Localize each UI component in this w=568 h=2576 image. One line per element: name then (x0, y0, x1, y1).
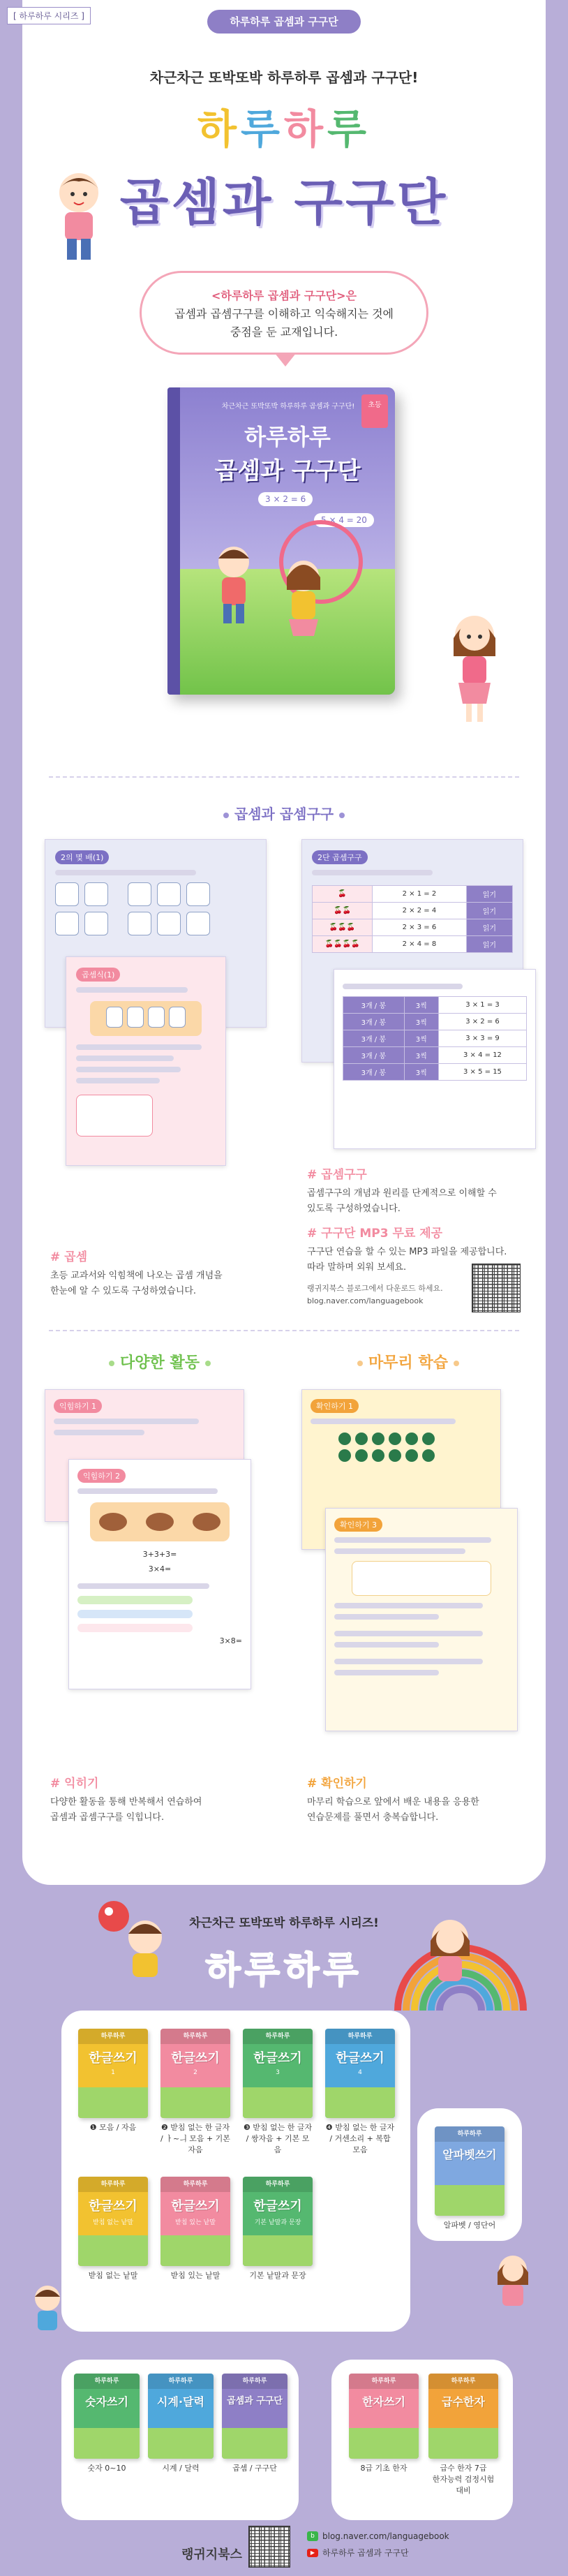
cover-girl-illustration (279, 555, 328, 639)
times-table-cell: 2 × 1 = 2 (373, 886, 467, 903)
times-table-cell: 3 × 1 = 3 (438, 997, 526, 1014)
series-book-title: 한글쓰기 (336, 2051, 384, 2066)
feature-gugu (307, 1164, 530, 1217)
cover-badge: 초등 (361, 394, 388, 428)
page-c-head: 2단 곱셈구구 (312, 850, 368, 864)
series-book-title: 한글쓰기 (253, 2051, 302, 2066)
cover-title: 곱셈과 구구단 (214, 457, 361, 485)
bubble-line-2: 곱셈과 곱셈구구를 이해하고 익숙해지는 것에 (174, 307, 394, 320)
series-book-title: 한글쓰기 (253, 2199, 302, 2214)
review-page-3-head: 확인하기 3 (334, 1518, 382, 1532)
feature-mp3-line-1: 구구단 연습을 할 수 있는 MP3 파일을 제공합니다. (307, 1247, 507, 1257)
activity-eq-2: 3×4= (148, 1564, 172, 1574)
series-book-title: 알파벳쓰기 (442, 2148, 497, 2161)
logo-char-3: 하 (284, 105, 328, 153)
section2-right-title (293, 1351, 523, 1372)
series-book-hangul-5[interactable]: 하루하루 한글쓰기 받침 없는 낱말 받침 없는 낱말 (78, 2177, 148, 2281)
series-logo-char-3: 하 (284, 1950, 324, 1992)
series-book-caption: 시계 / 달력 (162, 2464, 200, 2473)
series-book-title: 숫자쓰기 (85, 2395, 128, 2408)
series-logo-char-4: 루 (323, 1950, 363, 1992)
girl-character-illustration (443, 607, 506, 726)
footer-links (307, 2531, 488, 2559)
intro-bubble (140, 271, 428, 355)
series-book-num: 3 (276, 2069, 280, 2076)
series-book-number[interactable]: 하루하루 숫자쓰기 숫자 0~10 (74, 2374, 140, 2474)
section2-left-title-text: 다양한 활동 (120, 1354, 200, 1372)
header-ribbon: 하루하루 곱셈과 구구단 (207, 10, 361, 34)
series-book-caption: 알파벳 / 영단어 (443, 2221, 496, 2230)
series-book-num: 2 (193, 2069, 197, 2076)
feature-review-line-2: 연습문제를 풀면서 충복습합니다. (307, 1812, 439, 1823)
cover-math-1: 3 × 2 = 6 (258, 492, 313, 506)
footer-qr-code[interactable] (248, 2526, 290, 2568)
section2-left-title (45, 1351, 275, 1372)
feature-gopsem-line-1: 초등 교과서와 익힘책에 나오는 곱셈 개념을 (50, 1271, 223, 1281)
series-book-caption: ❸ 받침 없는 한 글자 / 쌍자음 + 기본 모음 (243, 2123, 313, 2154)
girl-small-illustration (488, 2251, 537, 2321)
series-book-clock[interactable]: 하루하루 시계·달력 시계 / 달력 (148, 2374, 214, 2474)
feature-gopsem-title: # 곱셈 (50, 1250, 88, 1264)
feature-review-title: # 확인하기 (307, 1777, 367, 1791)
review-page-3 (325, 1508, 518, 1731)
feature-review-line-1: 마무리 학습으로 앞에서 배운 내용을 응용한 (307, 1797, 479, 1807)
cover-logo: 하루하루 (244, 424, 331, 450)
logo-haru (0, 96, 568, 155)
series-book-title: 한자쓰기 (362, 2395, 405, 2408)
feature-mp3-title: # 구구단 MP3 무료 제공 (307, 1227, 443, 1241)
boy-small-illustration (27, 2283, 68, 2346)
activity-page-2 (68, 1459, 251, 1689)
series-book-caption: 기본 낱말과 문장 (249, 2271, 306, 2280)
series-book-sub: 받침 있는 낱말 (175, 2219, 216, 2226)
activity-page-1-head: 익힘하기 1 (54, 1399, 102, 1413)
series-book-title: 시계·달력 (157, 2395, 204, 2408)
times-table-cell: 3 × 2 = 6 (438, 1014, 526, 1030)
series-book-caption: 받침 있는 낱말 (170, 2271, 221, 2280)
times-table-cell: 3 × 4 = 12 (438, 1047, 526, 1064)
logo-char-1: 하 (197, 105, 241, 153)
feature-gopsem (50, 1247, 281, 1299)
series-book-hangul-2[interactable]: 하루하루 한글쓰기 2 ❷ 받침 없는 한 글자 / ㅏ~ㅢ 모음 + 기본 자음 (160, 2029, 230, 2156)
times-table-cell: 3 × 3 = 9 (438, 1030, 526, 1047)
feature-gopsem-line-2: 한눈에 알 수 있도록 구성하였습니다. (50, 1286, 197, 1296)
feature-practice-line-1: 다양한 활동을 통해 반복해서 연습하여 (50, 1797, 202, 1807)
page-a-head: 2의 몇 배(1) (55, 850, 109, 864)
boy-with-ball-illustration (96, 1899, 173, 1990)
footer-brand: 랭귀지북스 (181, 2547, 242, 2562)
page-title: 곱셈과 구구단 (119, 173, 449, 232)
cover-math-2: 5 × 4 = 20 (314, 513, 374, 527)
section1-title (0, 803, 568, 823)
series-book-hanja[interactable]: 하루하루 한자쓰기 8급 기초 한자 (349, 2374, 419, 2496)
youtube-icon: ▶ (307, 2549, 318, 2557)
series-book-title: 곱셈과 구구단 (227, 2396, 283, 2406)
series-book-title: 한글쓰기 (89, 2199, 137, 2214)
download-url[interactable]: blog.naver.com/languagebook (307, 1296, 424, 1305)
series-book-title: 한글쓰기 (171, 2199, 220, 2214)
activity-page-2-head: 익힘하기 2 (77, 1469, 126, 1483)
series-book-multiplication[interactable]: 하루하루 곱셈과 구구단 곱셈 / 구구단 (222, 2374, 287, 2474)
mp3-qr-code[interactable] (472, 1264, 521, 1312)
series-book-hangul-3[interactable]: 하루하루 한글쓰기 3 ❸ 받침 없는 한 글자 / 쌍자음 + 기본 모음 (243, 2029, 313, 2156)
series-book-title: 급수한자 (442, 2395, 485, 2408)
section-divider-1 (49, 776, 519, 778)
series-book-hangul-1[interactable]: 하루하루 한글쓰기 1 ❶ 모음 / 자음 (78, 2029, 148, 2156)
series-book-caption: 급수 한자 7급 한자능력 검정시험 대비 (432, 2464, 495, 2495)
series-book-caption: 숫자 0~10 (87, 2464, 126, 2473)
feature-gugu-title: # 곱셈구구 (307, 1168, 367, 1182)
series-book-hanja-grade[interactable]: 하루하루 급수한자 급수 한자 7급 한자능력 검정시험 대비 (428, 2374, 498, 2496)
feature-practice (50, 1773, 281, 1826)
series-logo-char-1: 하 (205, 1950, 245, 1992)
times-table-cell: 2 × 3 = 6 (373, 919, 467, 936)
logo-char-2: 루 (240, 105, 284, 153)
series-book-caption: ❹ 받침 없는 한 글자 / 거센소리 + 복합 모음 (325, 2123, 395, 2154)
section2-right-title-text: 마무리 학습 (368, 1354, 448, 1372)
footer-blog-link[interactable]: blog.naver.com/languagebook (322, 2531, 449, 2541)
feature-review (307, 1773, 537, 1826)
book-cover (167, 387, 395, 695)
series-book-caption: ❶ 모음 / 자음 (89, 2123, 137, 2132)
cover-tagline: 차근차근 또박또박 하루하루 곱셈과 구구단! (221, 403, 355, 410)
blog-icon: b (307, 2531, 318, 2541)
series-book-sub: 받침 없는 낱말 (93, 2219, 133, 2226)
series-book-num: 4 (358, 2069, 362, 2076)
sample-page-times-table-3: 3개 / 봉 3씩 3 × 1 = 3 3개 / 봉 3씩 3 × 2 = 6 3개 / 봉 3씩 3 × 3 = 9 3개 / 봉 3씩 3 × 4 = 12 3개 / 봉 3씩 3 × 5 = 15 (334, 969, 536, 1149)
feature-gugu-line-2: 있도록 구성하였습니다. (307, 1204, 401, 1214)
series-row-3 (74, 2374, 290, 2474)
series-book-alphabet[interactable]: 하루하루 알파벳쓰기 알파벳 / 영단어 (435, 2126, 505, 2231)
series-book-hangul-6[interactable]: 하루하루 한글쓰기 받침 있는 낱말 받침 있는 낱말 (160, 2177, 230, 2281)
series-logo-char-2: 루 (244, 1950, 284, 1992)
times-table: 🍒 2 × 1 = 2 읽기 🍒🍒 2 × 2 = 4 읽기 🍒🍒🍒 2 × 3 = 6 읽기 🍒🍒🍒🍒 2 × 4 = 8 읽기 (312, 885, 513, 953)
series-row-1 (78, 2029, 399, 2156)
sample-page-multiplication (66, 956, 226, 1166)
girl-series-illustration (419, 1913, 481, 2004)
times-table-cell: 2 × 2 = 4 (373, 903, 467, 919)
footer-youtube-link[interactable]: 하루하루 곱셈과 구구단 (322, 2548, 409, 2558)
times-table-cell: 3 × 5 = 15 (438, 1064, 526, 1081)
activity-eq-1: 3+3+3= (142, 1550, 177, 1559)
section-divider-2 (49, 1330, 519, 1331)
activity-eq-3: 3×8= (219, 1636, 242, 1645)
feature-practice-line-2: 곱셈과 곱셈구구를 익힙니다. (50, 1812, 165, 1823)
section1-title-text: 곱셈과 곱셈구구 (234, 806, 334, 822)
series-book-num: 1 (111, 2069, 115, 2076)
review-page-1-head: 확인하기 1 (311, 1399, 359, 1413)
boy-character-illustration (47, 166, 110, 264)
series-book-title: 한글쓰기 (171, 2051, 220, 2066)
page-b-head: 곱셈식(1) (76, 968, 120, 982)
series-book-title: 한글쓰기 (89, 2051, 137, 2066)
series-tagline: 차근차근 또박또박 하루하루 시리즈! (189, 1916, 379, 1930)
feature-mp3-line-2: 따라 말하며 외워 보세요. (307, 1262, 407, 1273)
series-book-hangul-4[interactable]: 하루하루 한글쓰기 4 ❹ 받침 없는 한 글자 / 거센소리 + 복합 모음 (325, 2029, 395, 2156)
feature-gugu-line-1: 곱셈구구의 개념과 원리를 단계적으로 이해할 수 (307, 1188, 497, 1199)
series-book-caption: 8급 기초 한자 (360, 2464, 408, 2473)
series-book-hangul-7[interactable]: 하루하루 한글쓰기 기본 낱말과 문장 기본 낱말과 문장 (243, 2177, 313, 2281)
series-row-4 (349, 2374, 502, 2496)
series-book-caption: ❷ 받침 없는 한 글자 / ㅏ~ㅢ 모음 + 기본 자음 (160, 2123, 230, 2154)
cover-boy-illustration (209, 541, 258, 625)
series-book-sub: 기본 낱말과 문장 (254, 2219, 301, 2226)
series-book-caption: 곱셈 / 구구단 (232, 2464, 277, 2473)
series-book-caption: 받침 없는 낱말 (88, 2271, 138, 2280)
times-table-cell: 2 × 4 = 8 (373, 936, 467, 953)
download-text: 랭귀지북스 블로그에서 다운로드 하세요. (307, 1284, 443, 1293)
bubble-line-1: <하루하루 곱셈과 구구단>은 (211, 289, 357, 302)
series-row-2 (78, 2177, 329, 2281)
feature-practice-title: # 익히기 (50, 1777, 99, 1791)
tagline: 차근차근 또박또박 하루하루 곱셈과 구구단! (149, 69, 419, 86)
logo-char-4: 루 (327, 105, 371, 153)
series-tag: [ 하루하루 시리즈 ] (7, 7, 91, 24)
bubble-line-3: 중점을 둔 교재입니다. (230, 325, 338, 339)
